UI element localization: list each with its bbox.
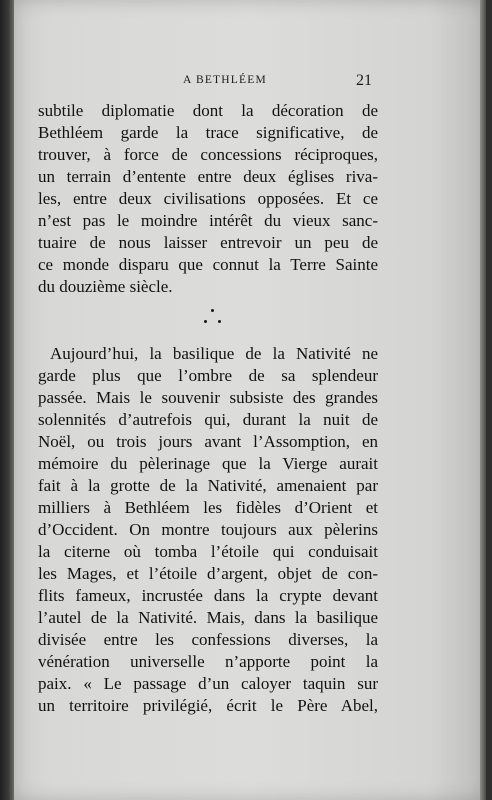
text-line: la citerne où tomba l’étoile qui conduisait [38,542,378,561]
text-line: n’est pas le moindre intérêt du vieux sanc- [38,211,378,230]
text-line: garde plus que l’ombre de sa splendeur [38,366,378,385]
text-line: subtile diplomatie dont la décoration de [38,101,378,120]
text-line: Bethléem garde la trace significative, de [38,123,378,142]
text-line: les Mages, et l’étoile d’argent, objet de con- [38,564,378,583]
text-line: Aujourd’hui, la basilique de la Nativité ne [50,344,378,363]
running-head-title: A BETHLÉEM [183,74,267,86]
text-line: l’autel de la Nativité. Mais, dans la basilique [38,608,378,627]
text-line: milliers à Bethléem les fidèles d’Orient et [38,498,378,517]
page-number: 21 [356,72,372,89]
text-line: Noël, ou trois jours avant l’Assomption, en [38,432,378,451]
text-line: vénération universelle n’apporte point la [38,652,378,671]
text-line: flits fameux, incrustée dans la crypte devant [38,586,378,605]
text-line: solennités d’autrefois qui, durant la nuit de [38,410,378,429]
running-head [38,74,378,94]
text-line: passée. Mais le souvenir subsiste des grandes [38,388,378,407]
paragraph-1 [38,100,378,298]
book-spine-shadow [0,0,14,800]
text-line: tuaire de nous laisser entrevoir un peu de [38,233,378,252]
book-page [14,0,486,800]
text-line: mémoire du pèlerinage que la Vierge aurait [38,454,378,473]
text-line: d’Occident. On montre toujours aux pèlerins [38,520,378,539]
text-line: paix. « Le passage d’un caloyer taquin sur [38,674,378,693]
asterism-dot [211,309,214,312]
text-line: un terrain d’entente entre deux églises riva- [38,167,378,186]
text-line: les, entre deux civilisations opposées. Et ce [38,189,378,208]
text-line: divisée entre les confessions diverses, la [38,630,378,649]
page-right-edge [480,0,486,800]
asterism-dot [218,320,221,323]
paragraph-2 [38,343,378,717]
text-line: trouver, à force de concessions réciproques, [38,145,378,164]
text-line: fait à la grotte de la Nativité, amenaient par [38,476,378,495]
text-line: ce monde disparu que connut la Terre Sainte [38,255,378,274]
text-line: du douzième siècle. [38,277,173,296]
asterism-separator [200,309,226,329]
asterism-dot [204,320,207,323]
text-line: un territoire privilégié, écrit le Père Abel, [38,696,378,715]
